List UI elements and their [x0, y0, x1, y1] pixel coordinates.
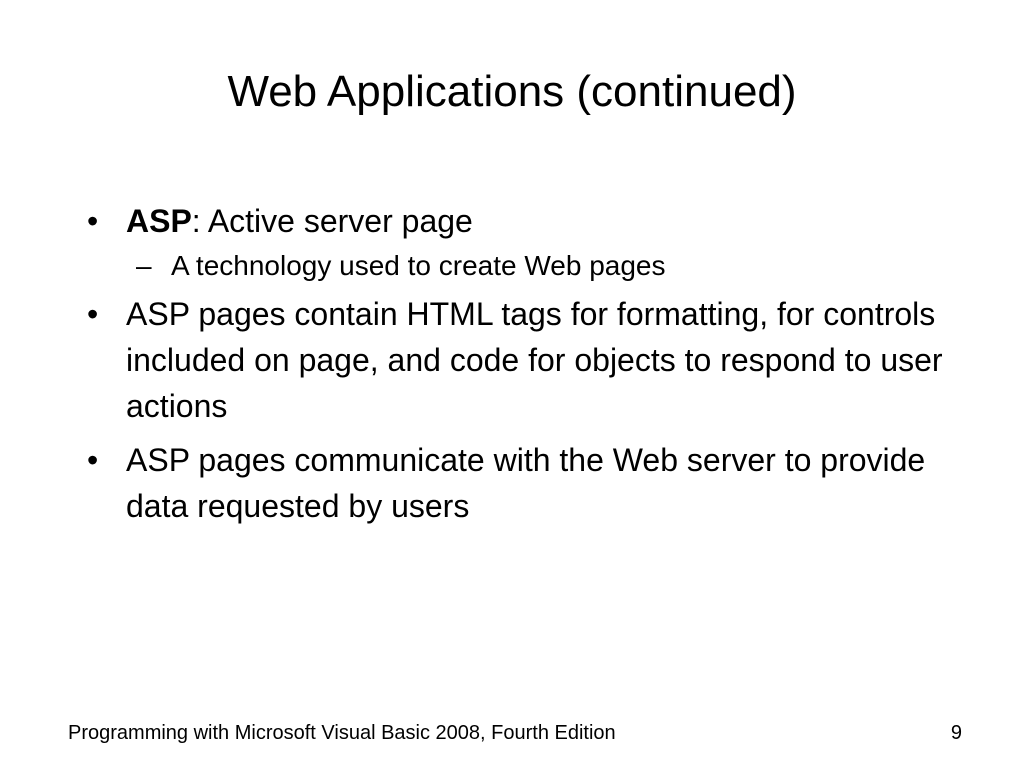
bullet-text: : Active server page [191, 203, 473, 239]
sub-bullet-text: A technology used to create Web pages [171, 250, 666, 281]
slide-number: 9 [950, 722, 962, 744]
bullet-item-html-tags [80, 291, 960, 429]
bullet-icon: • [87, 203, 99, 239]
bullet-icon: • [87, 296, 99, 332]
bullet-term: ASP [126, 203, 192, 239]
dash-icon: – [136, 250, 152, 281]
bullet-item-web-server [80, 437, 960, 529]
bullet-icon: • [87, 442, 99, 478]
bullet-text: ASP pages communicate with the Web server to provide data requested by users [126, 442, 926, 524]
slide-footer: Programming with Microsoft Visual Basic 2008, Fourth Edition [68, 722, 616, 744]
sub-bullet-item [80, 247, 960, 285]
slide-body [80, 198, 960, 537]
slide-title: Web Applications (continued) [227, 67, 797, 116]
bullet-item-asp [80, 198, 960, 244]
bullet-text: ASP pages contain HTML tags for formatting, for controls included on page, and code for objects to respond to user actions [126, 296, 943, 424]
